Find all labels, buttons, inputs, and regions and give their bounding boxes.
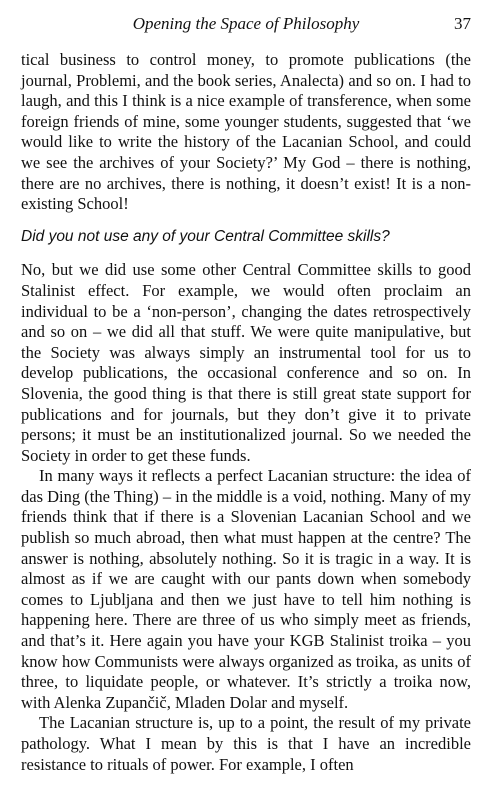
page-header [21,14,471,38]
paragraph-2: No, but we did use some other Central Committee skills to good Stalinist effect. For example, we would often proclaim an individual to be a ‘non-person’, changing the dates retrospectively and so on – we did all that stuff. We were quite manipulative, but the Society was always simply an instrumental tool for us to develop publications, the occasional conference and so on. In Slovenia, the good thing is that there is still great state support for publications and for journals, but they don’t give it to private persons; it must be an institutionalized journal. So we needed the Society in order to get these funds. [21,260,471,465]
page-number: 37 [454,14,471,33]
body-text [21,50,471,775]
paragraph-3: In many ways it reflects a perfect Lacanian structure: the idea of das Ding (the Thing) – in the middle is a void, nothing. Many of my friends think that if there is a Slovenian Lacanian School and we publish so much abroad, then what must happen at the centre? The answer is nothing, absolutely nothing. So it is tragic in a way. It is almost as if we are caught with our pants down when somebody comes to Ljubljana and then we just have to tell him nothing is happening here. There are three of us who simply meet as friends, and that’s it. Here again you have your KGB Stalinist troika – you know how Communists were always organized as troika, as units of three, to liquidate people, or whatever. It’s strictly a troika now, with Alenka Zupančič, Mladen Dolar and myself. [21,466,471,712]
interview-question: Did you not use any of your Central Committee skills? [21,227,390,245]
paragraph-4: The Lacanian structure is, up to a point, the result of my private pathology. What I mean by this is that I have an incredible resistance to rituals of power. For example, I often [21,713,471,774]
paragraph-1: tical business to control money, to promote publications (the journal, Problemi, and the book series, Analecta) and so on. I had to laugh, and this I think is a nice example of transference, when some foreign friends of mine, some younger students, suggested that ‘we would like to write the history of the Lacanian School, and could we see the archives of your Society?’ My God – there is nothing, there are no archives, there is nothing, it doesn’t exist! It is a non-existing School! [21,50,471,214]
running-title: Opening the Space of Philosophy [132,14,360,33]
